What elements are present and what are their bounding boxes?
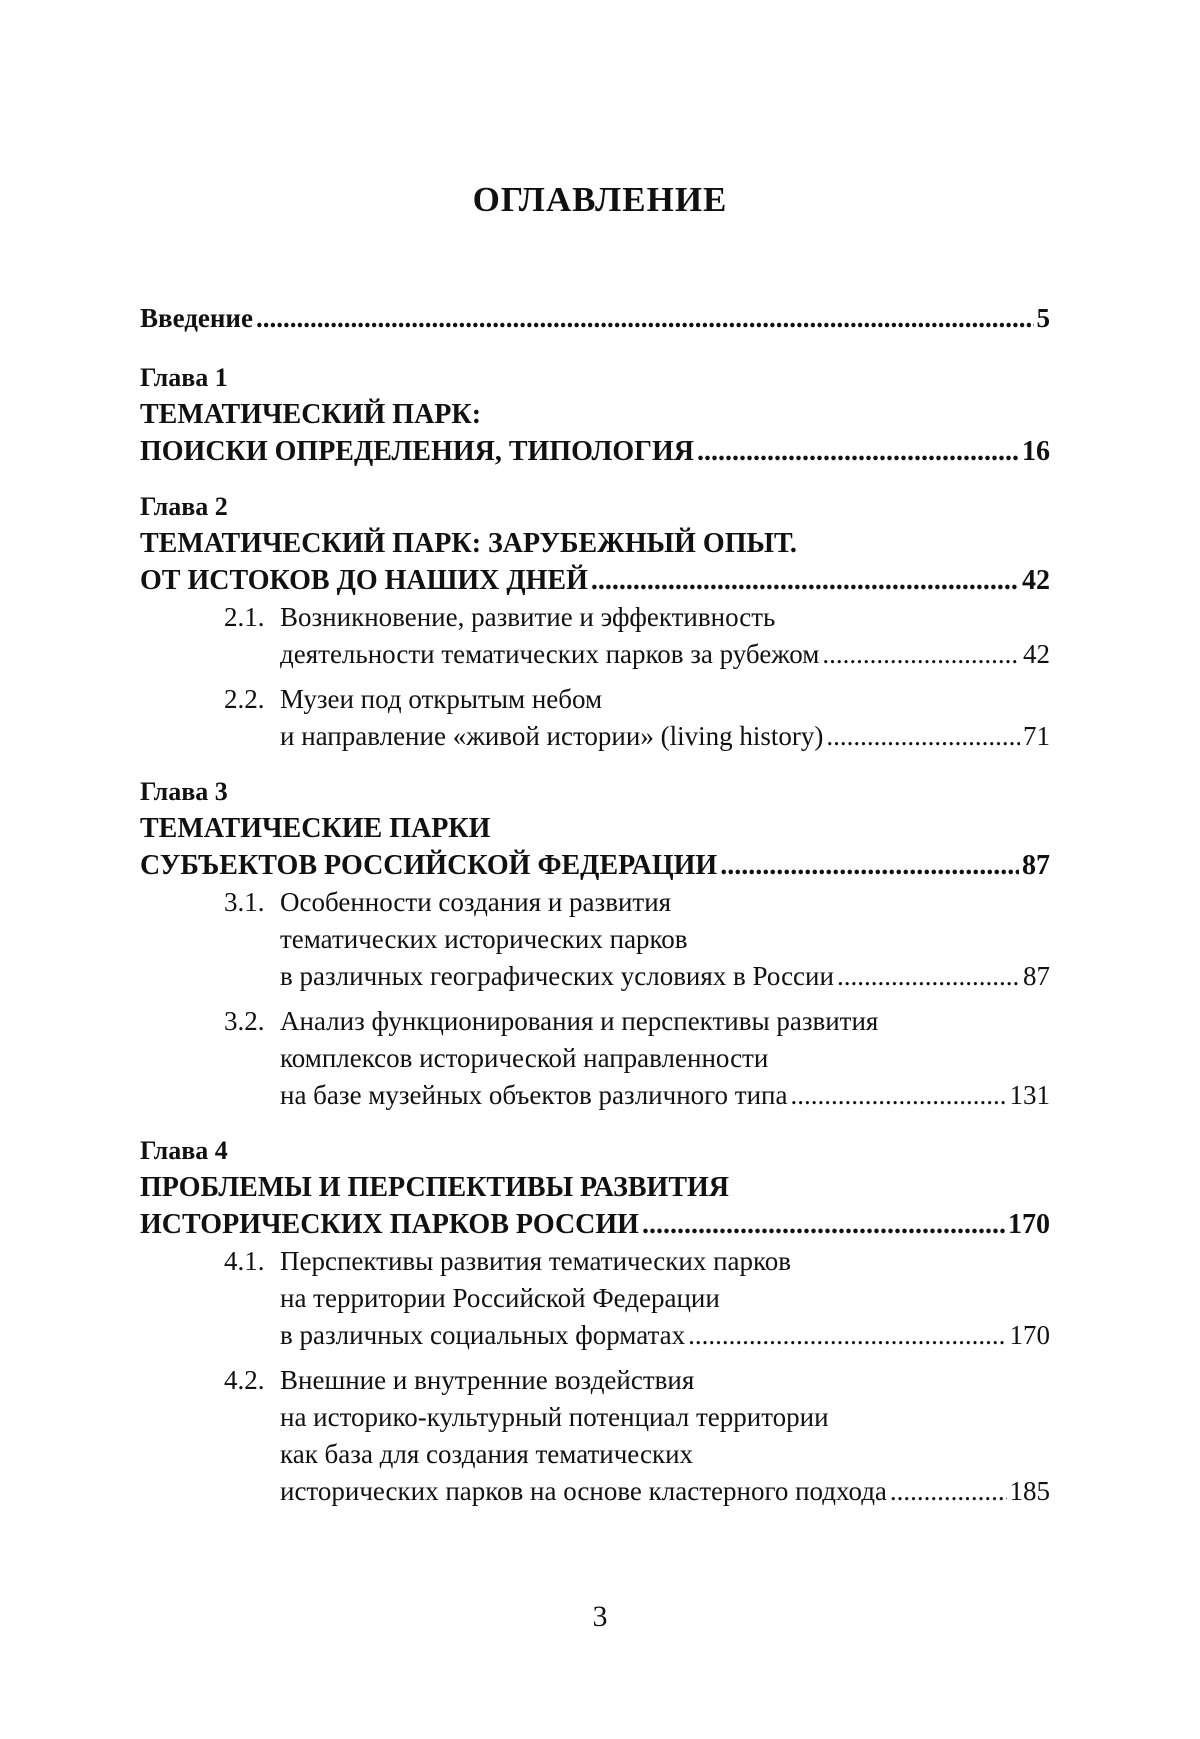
section-title-line: Музеи под открытым небом [280,684,603,714]
chapter-heading-line: ТЕМАТИЧЕСКИЙ ПАРК: [140,399,482,430]
leader-dots [837,958,1020,995]
toc-page-number: 42 [1022,565,1050,596]
section-number: 3.1. [224,887,265,917]
toc-line-text: деятельности тематических парков за рубежом [280,639,820,669]
toc-page-number: 71 [1023,721,1050,751]
leader-dots [790,1077,1006,1114]
chapter-label: Глава 1 [140,363,228,392]
toc-page-number: 16 [1022,436,1050,467]
toc-line-with-page [280,958,1050,995]
toc-page-number: 87 [1022,850,1050,881]
chapter-heading-line: ТЕМАТИЧЕСКИЙ ПАРК: ЗАРУБЕЖНЫЙ ОПЫТ. [140,528,797,559]
toc-section [140,1362,1050,1510]
section-title-line: Перспективы развития тематических парков [280,1246,791,1276]
chapter-label: Глава 2 [140,492,228,521]
toc-line-text: и направление «живой истории» (living history) [280,721,824,751]
toc-line-with-page [280,636,1050,673]
section-number: 3.2. [224,1006,265,1036]
leader-dots [890,1473,1007,1510]
section-title-line: Внешние и внутренние воздействия [280,1365,695,1395]
section-title-line: тематических исторических парков [280,924,688,954]
toc-line-text: в различных географических условиях в России [280,961,834,991]
section-title-line: на историко-культурный потенциал территории [280,1402,829,1432]
section-title-line: как база для создания тематических [280,1439,694,1469]
chapter-heading-line: ПРОБЛЕМЫ И ПЕРСПЕКТИВЫ РАЗВИТИЯ [140,1172,730,1203]
toc-line-text: в различных социальных форматах [280,1320,686,1350]
page-title: ОГЛАВЛЕНИЕ [472,180,728,219]
leader-dots [642,1206,1005,1243]
section-title-line: Анализ функционирования и перспективы развития [280,1006,879,1036]
section-number: 2.2. [224,684,265,714]
section-number: 4.1. [224,1246,265,1276]
toc-line-text: на базе музейных объектов различного типа [280,1080,788,1110]
toc-intro-entry [140,300,1050,337]
toc-section [140,681,1050,755]
intro-page: 5 [1036,303,1050,333]
section-title-line: комплексов исторической направленности [280,1043,769,1073]
toc-line-text: исторических парков на основе кластерного подхода [280,1476,887,1506]
page-number: 3 [592,1600,608,1633]
leader-dots [256,300,1034,337]
toc-line-with-page [280,1317,1050,1354]
table-of-contents [140,300,1050,1528]
toc-line-text: СУБЪЕКТОВ РОССИЙСКОЙ ФЕДЕРАЦИИ [140,850,718,881]
section-title-line: Возникновение, развитие и эффективность [280,602,776,632]
toc-page-number: 170 [1008,1209,1050,1240]
toc-page-number: 170 [1009,1320,1050,1350]
toc-section [140,884,1050,995]
toc-page-number: 131 [1009,1080,1050,1110]
toc-chapter [140,773,1050,1114]
toc-line-with-page [140,433,1050,470]
leader-dots [697,433,1019,470]
section-title-line: на территории Российской Федерации [280,1283,720,1313]
intro-label: Введение [140,303,253,333]
toc-page-number: 185 [1009,1476,1050,1506]
leader-dots [822,636,1020,673]
section-number: 2.1. [224,602,265,632]
toc-line-with-page [140,1206,1050,1243]
toc-chapter [140,488,1050,755]
toc-line-text: ОТ ИСТОКОВ ДО НАШИХ ДНЕЙ [140,565,588,596]
toc-page-number: 42 [1023,639,1050,669]
toc-section [140,1243,1050,1354]
toc-section [140,599,1050,673]
toc-line-with-page [140,847,1050,884]
toc-line-text: ИСТОРИЧЕСКИХ ПАРКОВ РОССИИ [140,1209,639,1240]
leader-dots [591,562,1019,599]
toc-line-with-page [280,1077,1050,1114]
chapters-list [140,359,1050,1510]
toc-chapter [140,359,1050,470]
chapter-label: Глава 3 [140,777,228,806]
toc-section [140,1003,1050,1114]
toc-line-with-page [140,562,1050,599]
toc-page-number: 87 [1023,961,1050,991]
leader-dots [720,847,1019,884]
section-number: 4.2. [224,1365,265,1395]
toc-line-text: ПОИСКИ ОПРЕДЕЛЕНИЯ, ТИПОЛОГИЯ [140,436,694,467]
section-title-line: Особенности создания и развития [280,887,672,917]
chapter-label: Глава 4 [140,1136,228,1165]
leader-dots [688,1317,1006,1354]
toc-line-with-page [280,718,1050,755]
chapter-heading-line: ТЕМАТИЧЕСКИЕ ПАРКИ [140,813,491,844]
leader-dots [826,718,1020,755]
toc-chapter [140,1132,1050,1510]
toc-line-with-page [280,1473,1050,1510]
